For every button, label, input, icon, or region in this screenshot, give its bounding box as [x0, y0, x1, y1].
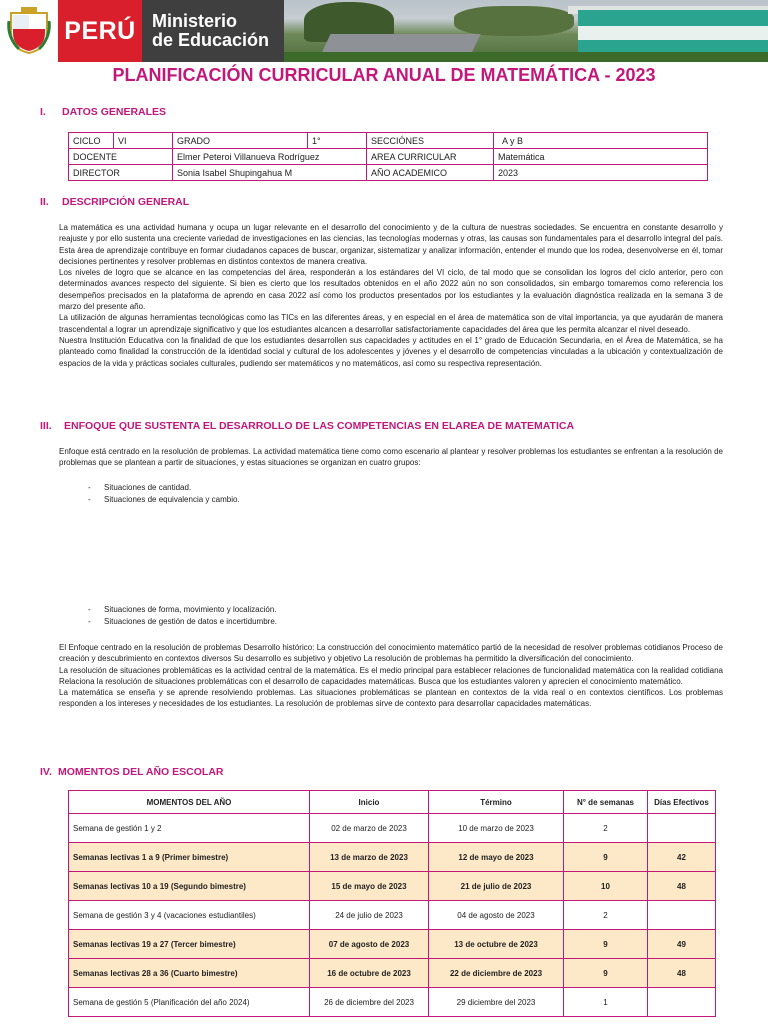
table-cell: 2 [564, 901, 648, 930]
table-cell: 29 diciembre del 2023 [429, 988, 564, 1017]
section-heading-descripcion [40, 196, 189, 208]
paragraph: El Enfoque centrado en la resolución de problemas Desarrollo histórico: La construcción del conocimiento matemático partió de la necesidad de resolver problemas cotidianos Proceso de creación y descubrimiento en contextos diversos Su desarrollo es subjetivo y objetivo La resolución de problemas ha permitido la diversificación del conocimiento. [59, 643, 723, 664]
table-row [69, 901, 716, 930]
table-row [69, 133, 708, 149]
descripcion-text [59, 222, 723, 369]
table-cell: 10 [564, 872, 648, 901]
list-item: - Situaciones de gestión de datos e incertidumbre. [88, 616, 277, 628]
table-cell: 1 [564, 988, 648, 1017]
table-cell: DIRECTOR [69, 165, 173, 181]
table-row [69, 149, 708, 165]
table-cell: 16 de octubre de 2023 [310, 959, 429, 988]
table-cell: 9 [564, 959, 648, 988]
table-cell: DOCENTE [69, 149, 173, 165]
table-row [69, 843, 716, 872]
paragraph: La matemática es una actividad humana y ocupa un lugar relevante en el desarrollo del conocimiento y de la cultura de nuestras sociedades. Se encuentra en constante desarrollo y reajuste y por ello sustenta una creciente variedad de investigaciones en las ciencias, las tecnologías modernas y otras, las causas son fundamentales para el desarrollo integral del país. Esta área de aprendizaje contribuye en formar ciudadanos capaces de buscar, organizar, sistematizar y analizar información, entender el mundo que los rodea, desenvolverse en él, tomar decisiones pertinentes y resolver problemas en distintos contextos de manera creativa. [59, 223, 723, 266]
table-cell: Semanas lectivas 1 a 9 (Primer bimestre) [69, 843, 310, 872]
table-cell: 2023 [494, 165, 708, 181]
column-header: Término [429, 791, 564, 814]
table-cell: Semanas lectivas 10 a 19 (Segundo bimestre) [69, 872, 310, 901]
section-title: ENFOQUE QUE SUSTENTA EL DESARROLLO DE LAS COMPETENCIAS EN ELAREA DE MATEMATICA [64, 420, 575, 432]
table-cell: 42 [648, 843, 716, 872]
table-cell: 1° [308, 133, 367, 149]
ministry-line-2: de Educación [152, 30, 270, 50]
table-row [69, 959, 716, 988]
table-cell: GRADO [173, 133, 308, 149]
table-cell: 13 de octubre de 2023 [429, 930, 564, 959]
peru-brand: PERÚ [58, 0, 142, 62]
table-cell: 12 de mayo de 2023 [429, 843, 564, 872]
table-cell [648, 814, 716, 843]
list-item: - Situaciones de forma, movimiento y localización. [88, 604, 277, 616]
table-cell: 13 de marzo de 2023 [310, 843, 429, 872]
table-cell: AÑO ACADEMICO [367, 165, 494, 181]
column-header: Inicio [310, 791, 429, 814]
list-item: - Situaciones de cantidad. [88, 482, 240, 494]
ministry-brand [142, 0, 284, 62]
paragraph: Enfoque está centrado en la resolución de problemas. La actividad matemática tiene como como escenario al plantear y resolver problemas los estudiantes se enfrentan a la resolución de problemas que se plantean a partir de situaciones, y estas situaciones se organizan en cuatro grupos: [59, 447, 723, 468]
table-cell: 24 de julio de 2023 [310, 901, 429, 930]
column-header: Días Efectivos [648, 791, 716, 814]
table-cell: CICLO [69, 133, 114, 149]
table-cell: 22 de diciembre de 2023 [429, 959, 564, 988]
table-cell [648, 901, 716, 930]
table-cell: SECCIÓNES [367, 133, 494, 149]
section-number: I. [40, 106, 46, 118]
section-title: DATOS GENERALES [62, 106, 167, 118]
coat-of-arms-logo [0, 0, 58, 62]
paragraph: Nuestra Institución Educativa con la finalidad de que los estudiantes desarrollen sus capacidades y actitudes en el 1° grado de Educación Secundaria, en el Área de Matemática, se ha planteado como finalidad la construcción de la identidad social y cultural de los adolescentes y jóvenes y el desarrollo de competencias vinculadas a la ubicación y contextualización de espacios de la vida y prácticas sociales culturales, pudiendo ser matemáticos y no matemáticos, así como su respectiva representación. [59, 335, 723, 368]
table-cell: Semana de gestión 3 y 4 (vacaciones estudiantiles) [69, 901, 310, 930]
table-row [69, 165, 708, 181]
table-cell: Elmer Peteroi Villanueva Rodríguez [173, 149, 367, 165]
section-number: III. [40, 420, 52, 432]
table-cell: Semanas lectivas 19 a 27 (Tercer bimestre) [69, 930, 310, 959]
section-number: IV. [40, 766, 52, 778]
table-cell: 04 de agosto de 2023 [429, 901, 564, 930]
table-cell: 2 [564, 814, 648, 843]
section-heading-momentos [40, 766, 223, 778]
enfoque-intro [59, 446, 723, 469]
table-row [69, 988, 716, 1017]
section-title: MOMENTOS DEL AÑO ESCOLAR [58, 766, 224, 778]
momentos-table [68, 790, 716, 1017]
paragraph: Los niveles de logro que se alcance en las competencias del área, responderán a los estándares del VI ciclo, de tal modo que se consolidan los logros del ciclo anterior, pero con determinados avances respecto del siguiente. Si bien es cierto que los resultados obtenidos en el año 2022 aún no son consolidados, sin embargo tomaremos como referencia los desempeños precisados en la plataforma de aprendo en casa 2022 así como los productos presentados por los estudiantes y la evaluación diagnóstica realizada en la semana 3 de marzo del presente año. [59, 268, 723, 312]
table-cell: 15 de mayo de 2023 [310, 872, 429, 901]
table-cell: Semana de gestión 1 y 2 [69, 814, 310, 843]
ministry-line-1: Ministerio [152, 11, 238, 31]
table-cell: Semanas lectivas 28 a 36 (Cuarto bimestre) [69, 959, 310, 988]
table-cell: 49 [648, 930, 716, 959]
table-cell: Sonia Isabel Shupingahua M [173, 165, 367, 181]
table-cell: Matemática [494, 149, 708, 165]
table-cell: 21 de julio de 2023 [429, 872, 564, 901]
table-cell: Semana de gestión 5 (Planificación del año 2024) [69, 988, 310, 1017]
situaciones-list-2 [88, 604, 277, 628]
school-photo [284, 0, 768, 62]
section-heading-enfoque [40, 420, 574, 432]
table-cell [648, 988, 716, 1017]
table-cell: 9 [564, 930, 648, 959]
table-cell: 10 de marzo de 2023 [429, 814, 564, 843]
column-header: MOMENTOS DEL AÑO [69, 791, 310, 814]
table-cell: AREA CURRICULAR [367, 149, 494, 165]
table-cell: 48 [648, 872, 716, 901]
table-header-row [69, 791, 716, 814]
list-item: - Situaciones de equivalencia y cambio. [88, 494, 240, 506]
situaciones-list-1 [88, 482, 240, 506]
table-row [69, 814, 716, 843]
paragraph: La resolución de situaciones problemáticas es la actividad central de la matemática. Es el medio principal para establecer relaciones de funcionalidad matemática con la realidad cotidiana Relaciona la resolución de situaciones problemáticas con el desarrollo de capacidades matemáticas. Busca que los estudiantes valoren y aprecien el conocimiento matemático. [59, 665, 723, 686]
section-title: DESCRIPCIÓN GENERAL [62, 196, 190, 208]
table-cell: 9 [564, 843, 648, 872]
shield-icon [7, 7, 51, 55]
table-cell: 07 de agosto de 2023 [310, 930, 429, 959]
table-cell: A y B [494, 133, 708, 149]
paragraph: La utilización de algunas herramientas tecnológicas como las TICs en las diferentes áreas, y en especial en el área de matemática son de vital importancia, ya que ayudarán de manera trascendental a lograr un aprendizaje significativo y que los estudiantes alcancen a desarrollar satisfactoriamente capacidades del área que les permita alcanzar el nivel deseado. [59, 313, 723, 334]
table-cell: 48 [648, 959, 716, 988]
section-number: II. [40, 196, 49, 208]
table-cell: 26 de diciembre del 2023 [310, 988, 429, 1017]
paragraph: La matemática se enseña y se aprende resolviendo problemas. Las situaciones problemáticas se plantean en contextos de la vida real o en contextos científicos. Los problemas responden a los intereses y necesidades de los estudiantes. La resolución de problemas sirve de contexto para desarrollar capacidades matemáticas. [59, 688, 723, 709]
datos-generales-table [68, 132, 708, 181]
header-banner [0, 0, 768, 62]
enfoque-body [59, 642, 723, 710]
document-title: PLANIFICACIÓN CURRICULAR ANUAL DE MATEMÁTICA - 2023 [112, 65, 656, 85]
table-cell: VI [114, 133, 173, 149]
section-heading-datos [40, 106, 166, 118]
column-header: N° de semanas [564, 791, 648, 814]
table-cell: 02 de marzo de 2023 [310, 814, 429, 843]
table-row [69, 872, 716, 901]
table-row [69, 930, 716, 959]
